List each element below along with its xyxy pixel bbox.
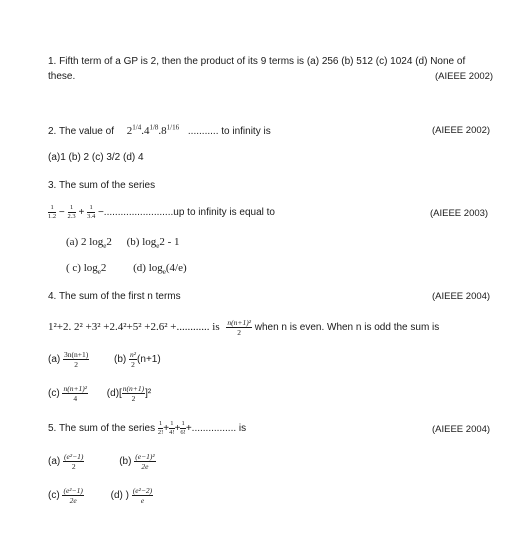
question-3-tail: −.........................up to infinity is equal to [97, 207, 275, 219]
series-fraction: $\frac{1}{1.2}$ [48, 204, 57, 220]
question-4-series-text: 1²+2. 2² +3² +2.4²+5² +2.6² +............ is [48, 321, 220, 334]
question-4-options-row-1 [48, 350, 161, 369]
question-2-suffix: ........... to infinity is [187, 126, 271, 137]
question-2-options: (a)1 (b) 2 (c) 3/2 (d) 4 [48, 152, 144, 163]
question-2-prefix: 2. The value of [48, 126, 114, 137]
question-5-options-row-1 [48, 452, 156, 471]
question-4-options-row-2 [48, 384, 151, 403]
series-fraction: $\frac{1}{4!}$ [169, 420, 175, 436]
series-fraction: $\frac{1}{2.3}$ [67, 204, 76, 220]
question-5-options-row-2 [48, 486, 153, 505]
series-fraction: $\frac{1}{3.4}$ [87, 204, 96, 220]
question-2-expression: $2^{1/4}.4^{1/8}.8^{1/16}$ [126, 123, 180, 137]
plus-sign: + [174, 423, 181, 435]
question-2-reference: (AIEEE 2002) [432, 125, 491, 136]
question-3-title: 3. The sum of the series [48, 180, 156, 191]
option-a: (a) $\frac{\text{(e²−1)}}{2}$ [48, 452, 84, 471]
option-c: (c) $\frac{\text{(e²−1)}}{2e}$ [48, 486, 83, 505]
question-5-title: 5. The sum of the series [48, 423, 156, 435]
question-4-title: 4. The sum of the first n terms [48, 291, 181, 302]
option-d: (d) $\log_e(4/e)$ [133, 262, 187, 277]
option-b: (b) $\log_e2 - 1$ [126, 236, 180, 251]
minus-sign: − [58, 207, 65, 219]
option-b: (b) $\frac{\text{n²}}{2}$ (n+1) [114, 350, 161, 369]
option-d: (d)[ $\frac{n(n+1)}{2}$ ]² [106, 384, 152, 403]
question-5-tail: +................ is [185, 423, 247, 435]
question-3-options-row-1 [66, 236, 180, 251]
question-3-options-row-2 [66, 262, 187, 277]
question-1-reference: (AIEEE 2002) [435, 71, 494, 82]
option-c: ( c) $\log_e2$ [66, 262, 107, 277]
plus-sign: + [78, 207, 85, 219]
series-fraction: $\frac{1}{2!}$ [157, 420, 164, 436]
question-4-reference: (AIEEE 2004) [432, 291, 491, 302]
question-4-series [48, 318, 439, 337]
question-3-reference: (AIEEE 2003) [430, 208, 489, 219]
option-b: (b) $\frac{\text{(e−1)²}}{2e}$ [119, 452, 155, 471]
option-a: (a) $\frac{3n(n+1)}{2}$ [48, 350, 89, 369]
question-3-series [48, 204, 275, 221]
question-1-text: 1. Fifth term of a GP is 2, then the product of its 9 terms is (a) 256 (b) 512 (c) 1024 (d) None of [48, 56, 466, 67]
option-a: (a) 2 $\log_e2$ [66, 236, 112, 251]
series-fraction: $\frac{1}{6!}$ [180, 420, 186, 436]
option-c: (c) $\frac{\text{n(n+1)²}}{4}$ [48, 384, 88, 403]
option-d: (d) ) $\frac{\text{(e²−2)}}{e}$ [110, 486, 153, 505]
series-fraction: $\frac{\text{n(n+1)²}}{2}$ [227, 318, 251, 337]
question-5-reference: (AIEEE 2004) [432, 424, 491, 435]
plus-sign: + [163, 423, 170, 435]
question-2-line [48, 125, 271, 137]
question-5-series [48, 420, 246, 437]
question-1-text-continued: these. [48, 71, 76, 82]
question-4-series-tail: when n is even. When n is odd the sum is [254, 322, 440, 334]
